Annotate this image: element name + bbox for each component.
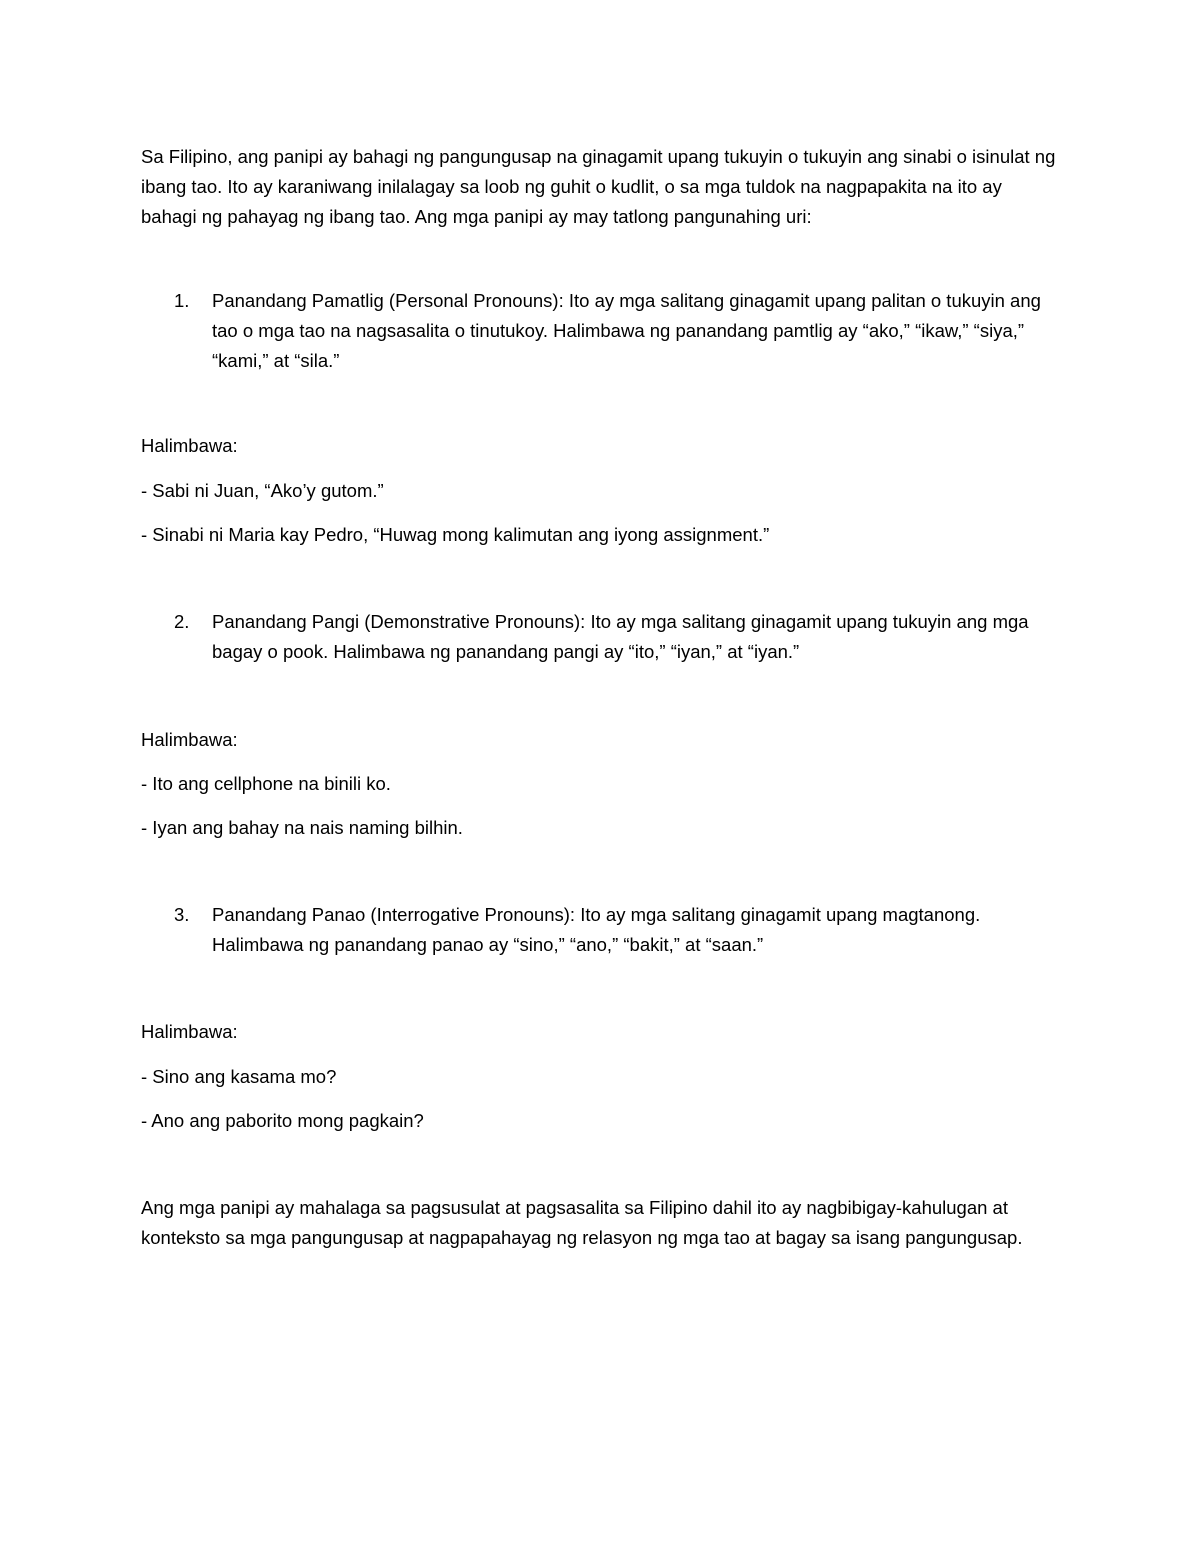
example-line: - Ito ang cellphone na binili ko.: [141, 773, 391, 794]
conclusion-paragraph: Ang mga panipi ay mahalaga sa pagsusulat at pagsasalita sa Filipino dahil ito ay nagbibigay-kahulugan at konteksto sa mga pangungusap at nagpapahayag ng relasyon ng mga tao at bagay sa isang pangungusap.: [141, 1197, 1023, 1248]
example-line: - Sino ang kasama mo?: [141, 1066, 337, 1087]
list-item-text: Panandang Pangi (Demonstrative Pronouns): Ito ay mga salitang ginagamit upang tukuyin ang mga bagay o pook. Halimbawa ng panandang pangi ay “ito,” “iyan,” at “iyan.”: [212, 611, 1029, 662]
example-line: - Sinabi ni Maria kay Pedro, “Huwag mong kalimutan ang iyong assignment.”: [141, 524, 770, 545]
list-number: 1.: [174, 290, 190, 311]
example-line: - Ano ang paborito mong pagkain?: [141, 1110, 424, 1131]
example-heading: Halimbawa:: [141, 435, 238, 456]
example-heading: Halimbawa:: [141, 729, 238, 750]
example-line: - Sabi ni Juan, “Ako’y gutom.”: [141, 480, 384, 501]
list-number: 3.: [174, 904, 190, 925]
list-item-text: Panandang Pamatlig (Personal Pronouns): Ito ay mga salitang ginagamit upang palitan o tukuyin ang tao o mga tao na nagsasalita o tinutukoy. Halimbawa ng panandang pamtlig ay “ako,” “ikaw,” “siya,” “kami,” at “sila.”: [212, 290, 1041, 371]
example-line: - Iyan ang bahay na nais naming bilhin.: [141, 817, 463, 838]
list-number: 2.: [174, 611, 190, 632]
example-heading: Halimbawa:: [141, 1021, 238, 1042]
intro-paragraph: Sa Filipino, ang panipi ay bahagi ng pangungusap na ginagamit upang tukuyin o tukuyin ang sinabi o isinulat ng ibang tao. Ito ay karaniwang inilalagay sa loob ng guhit o kudlit, o sa mga tuldok na nagpapakita na ito ay bahagi ng pahayag ng ibang tao. Ang mga panipi ay may tatlong pangunahing uri:: [141, 146, 1056, 227]
list-item-text: Panandang Panao (Interrogative Pronouns): Ito ay mga salitang ginagamit upang magtanong. Halimbawa ng panandang panao ay “sino,” “ano,” “bakit,” at “saan.”: [212, 904, 981, 955]
